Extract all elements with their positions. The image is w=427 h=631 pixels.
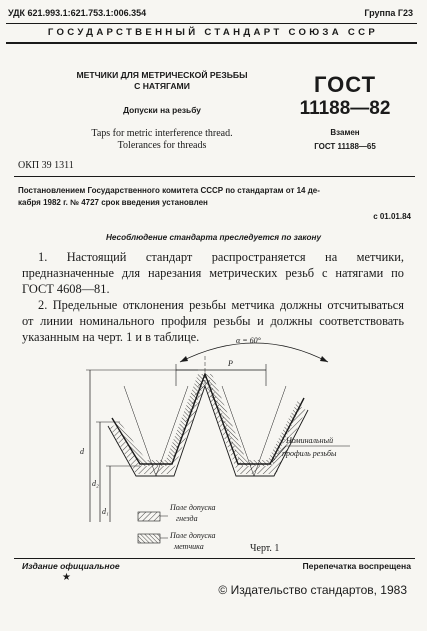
udk-code: УДК 621.993.1:621.753.1:006.354 [8, 8, 147, 18]
title-en-line1: Taps for metric interference thread. [91, 128, 233, 139]
replaces-label: Взамен [330, 128, 360, 137]
title-ru-line1: МЕТЧИКИ ДЛЯ МЕТРИЧЕСКОЙ РЕЗЬБЫ [76, 70, 248, 80]
paragraph-1: 1. Настоящий стандарт распространяется на метчики, предназначенные для нарезания метрических резьб с натягами по ГОСТ 4608—81. [22, 250, 404, 296]
star-mark: ★ [62, 572, 71, 583]
legend-swatch-tap [138, 534, 160, 543]
angle-arc [180, 343, 328, 362]
nominal-label-2: профиль резьбы [282, 449, 337, 458]
angle-label: α = 60° [236, 336, 261, 345]
decree-date: с 01.01.84 [373, 212, 411, 221]
header-rule-top [6, 23, 417, 24]
legend-tap [136, 530, 246, 556]
gost-label: ГОСТ [313, 72, 377, 97]
decree-line1: Постановлением Государственного комитета СССР по стандартам от 14 де- [18, 186, 320, 195]
gost-number: 11188—82 [299, 98, 391, 119]
legend-nut-line2: гнезда [176, 514, 198, 523]
footer-rule [14, 558, 415, 559]
title-ru-subtitle: Допуски на резьбу [123, 105, 201, 115]
legend-tap-line1: Поле допуска [170, 531, 216, 540]
dim-d2-label: d₂ [92, 479, 99, 488]
dim-d-label: d [80, 447, 84, 456]
legend-swatch-nut [138, 512, 160, 521]
legal-warning: Несоблюдение стандарта преследуется по закону [105, 233, 322, 242]
legend-tap-line2: метчика [174, 542, 204, 551]
nominal-label-1: Номинальный [286, 436, 334, 445]
thread-tolerance-figure [60, 326, 360, 526]
title-separator [14, 176, 415, 177]
replaces-value: ГОСТ 11188—65 [314, 142, 376, 151]
header-rule-bottom [6, 42, 417, 44]
dim-d1-label: d₁ [102, 507, 109, 516]
legend-nut-line1: Поле допуска [170, 503, 216, 512]
footer-reprint-prohibited: Перепечатка воспрещена [302, 561, 411, 571]
okp-code: ОКП 39 1311 [18, 160, 74, 171]
group-code: Группа Г23 [364, 8, 413, 18]
standard-banner: ГОСУДАРСТВЕННЫЙ СТАНДАРТ СОЮЗА ССР [47, 27, 379, 38]
paragraph-2: 2. Предельные отклонения резьбы метчика должны отсчитываться от линии номинального профиля резьбы и должны соответствовать указанным на черт. 1 и в таблице. [22, 298, 404, 344]
publisher-copyright: © Издательство стандартов, 1983 [218, 583, 407, 597]
pitch-label: P [228, 359, 233, 368]
title-ru-line2: С НАТЯГАМИ [134, 81, 190, 91]
figure-caption: Черт. 1 [250, 543, 280, 554]
footer-official-edition: Издание официальное [22, 561, 120, 571]
angle-arrow-right [320, 356, 328, 362]
title-en-line2: Tolerances for threads [117, 140, 207, 151]
angle-arrow-left [180, 356, 188, 362]
decree-line2: кабря 1982 г. № 4727 срок введения установлен [18, 198, 208, 207]
